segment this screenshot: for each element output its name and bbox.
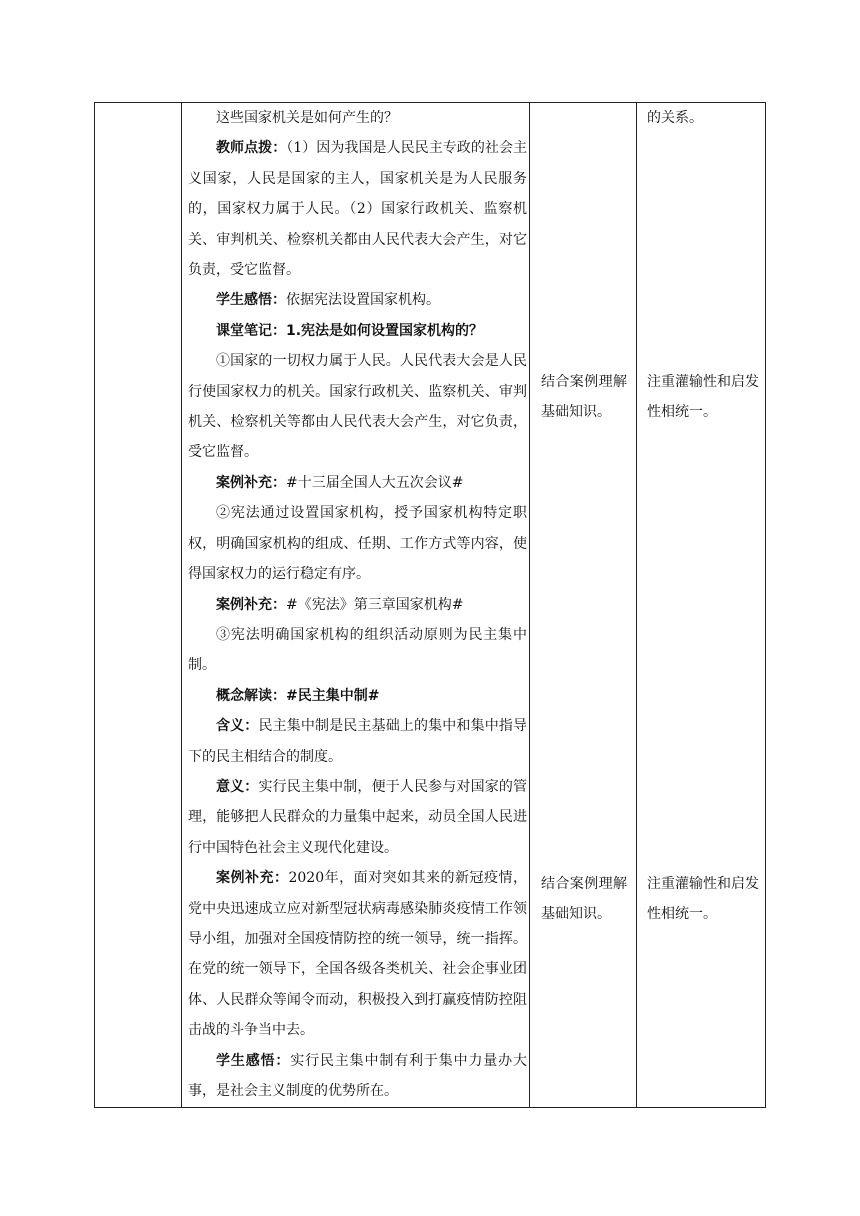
paragraph-lead: 案例补充： <box>216 870 289 887</box>
paragraph-lead: 案例补充： <box>216 596 286 613</box>
paragraph <box>188 346 527 468</box>
column-divider <box>181 103 182 1107</box>
teaching-process-cell <box>188 103 527 1106</box>
paragraph-lead: 案例补充： <box>216 474 286 491</box>
paragraph <box>188 316 527 346</box>
paragraph <box>188 1046 527 1107</box>
paragraph-text: #十三届全国人大五次会议# <box>286 474 464 491</box>
paragraph-text: 实行民主集中制，便于人民参与对国家的管理，能够把人民群众的力量集中起来，动员全国人民进行中国特色社会主义现代化建设。 <box>188 778 528 856</box>
paragraph-text: 依据宪法设置国家机构。 <box>286 292 440 309</box>
paragraph <box>188 103 527 133</box>
paragraph-lead: 教师点拨： <box>216 140 287 157</box>
method-cell: 结合案例理解基础知识。 <box>541 876 627 923</box>
paragraph <box>188 590 527 620</box>
lesson-table <box>94 102 766 1108</box>
paragraph <box>188 468 527 498</box>
paragraph-lead: 学生感悟： <box>216 292 286 309</box>
paragraph <box>188 620 527 681</box>
intent-cell: 注重灌输性和启发性相统一。 <box>647 374 759 421</box>
paragraph-lead: 学生感悟： <box>216 1052 291 1069</box>
paragraph-text: ③宪法明确国家机构的组织活动原则为民主集中制。 <box>188 626 527 674</box>
intent-cell: 注重灌输性和启发性相统一。 <box>647 876 759 923</box>
paragraph <box>188 711 527 772</box>
paragraph <box>188 863 527 1045</box>
paragraph-lead: 意义： <box>216 778 259 795</box>
paragraph-text: 民主集中制是民主基础上的集中和集中指导下的民主相结合的制度。 <box>188 718 528 765</box>
paragraph-text: ①国家的一切权力属于人民。人民代表大会是人民行使国家权力的机关。国家行政机关、监察机关、审判机关、检察机关等都由人民代表大会产生，对它负责，受它监督。 <box>188 353 527 461</box>
paragraph-lead: 概念解读： <box>216 687 286 704</box>
column-divider <box>636 103 637 1107</box>
paragraph-text: 2020年，面对突如其来的新冠疫情，党中央迅速成立应对新型冠状病毒感染肺炎疫情工作领导小组，加强对全国疫情防控的统一领导，统一指挥。在党的统一领导下，全国各级各类机关、社会企事业团体、人民群众等闻令而动，积极投入到打赢疫情防控阻击战的斗争当中去。 <box>188 870 527 1039</box>
method-cell: 结合案例理解基础知识。 <box>541 374 627 421</box>
paragraph-lead: 含义： <box>216 718 259 735</box>
paragraph-text: 这些国家机关是如何产生的？ <box>216 110 398 126</box>
paragraph-lead: 课堂笔记： <box>216 322 286 339</box>
paragraph <box>188 498 527 589</box>
paragraph <box>188 133 527 285</box>
paragraph <box>188 285 527 315</box>
paragraph-text: 实行民主集中制有利于集中力量办大事，是社会主义制度的优势所在。 <box>188 1052 527 1099</box>
paragraph-text: #民主集中制# <box>286 687 380 704</box>
paragraph-text: （1）因为我国是人民民主专政的社会主义国家，人民是国家的主人，国家机关是为人民服务的，国家权力属于人民。（2）国家行政机关、监察机关、审判机关、检察机关都由人民代表大会产生，对它负责，受它监督。 <box>188 140 528 279</box>
intent-cell-continuation: 的关系。 <box>647 110 703 126</box>
column-divider <box>529 103 530 1107</box>
paragraph <box>188 772 527 863</box>
paragraph-text: ②宪法通过设置国家机构，授予国家机构特定职权，明确国家机构的组成、任期、工作方式等内容，使得国家权力的运行稳定有序。 <box>188 505 527 583</box>
paragraph <box>188 681 527 711</box>
paragraph-text: 1.宪法是如何设置国家机构的？ <box>286 322 484 339</box>
paragraph-text: #《宪法》第三章国家机构# <box>286 596 464 613</box>
